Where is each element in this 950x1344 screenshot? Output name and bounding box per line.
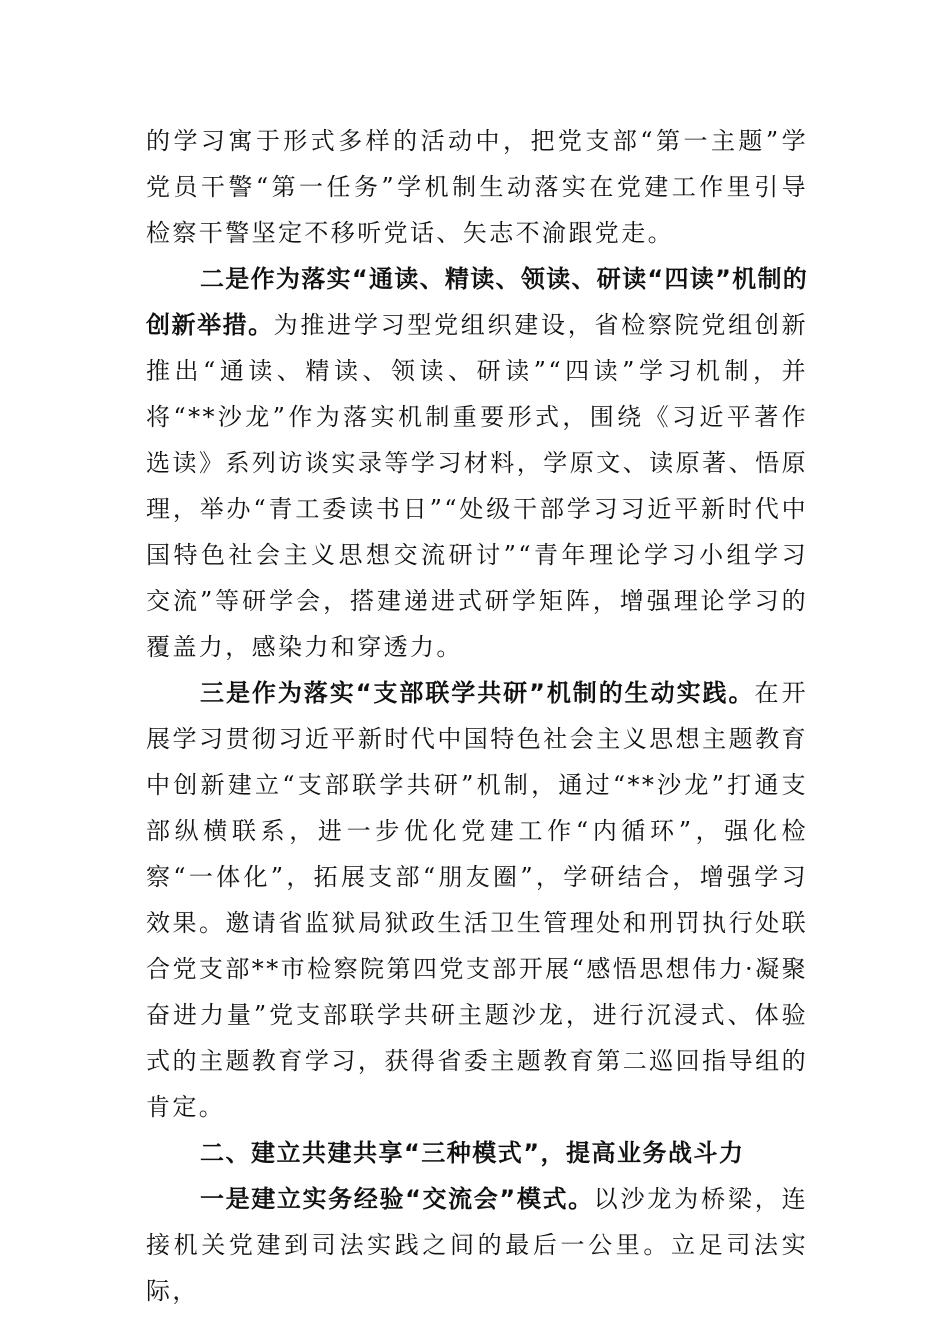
document-page [146,118,808,1314]
paragraph-2-body: 为推进学习型党组织建设，省检察院党组创新推出“通读、精读、领读、研读”“四读”学习机制，并将“**沙龙”作为落实机制重要形式，围绕《习近平著作选读》系列访谈实录等学习材料，学原文、读原著、悟原理，举办“青工委读书日”“处级干部学习习近平新时代中国特色社会主义思想交流研讨”“青年理论学习小组学习交流”等研学会，搭建递进式研学矩阵，增强理论学习的覆盖力，感染力和穿透力。 [146,311,809,661]
paragraph-4-body: 以沙龙为桥梁，连接机关党建到司法实践之间的最后一公里。立足司法实际， [146,1185,809,1305]
paragraph-2 [146,256,808,670]
paragraph-1 [146,118,808,256]
paragraph-4 [146,1176,808,1314]
paragraph-3 [146,670,808,1130]
paragraph-3-body: 在开展学习贯彻习近平新时代中国特色社会主义思想主题教育中创新建立“支部联学共研”机制，通过“**沙龙”打通支部纵横联系，进一步优化党建工作“内循环”，强化检察“一体化”，拓展支部“朋友圈”，学研结合，增强学习效果。邀请省监狱局狱政生活卫生管理处和刑罚执行处联合党支部**市检察院第四党支部开展“感悟思想伟力·凝聚奋进力量”党支部联学共研主题沙龙，进行沉浸式、体验式的主题教育学习，获得省委主题教育第二巡回指导组的肯定。 [146,679,808,1121]
paragraph-4-lead: 一是建立实务经验“交流会”模式。 [200,1185,594,1213]
paragraph-3-lead: 三是作为落实“支部联学共研”机制的生动实践。 [200,679,755,707]
paragraph-1-body: 的学习寓于形式多样的活动中，把党支部“第一主题”学党员干警“第一任务”学机制生动落实在党建工作里引导检察干警坚定不移听党话、矢志不渝跟党走。 [146,127,808,247]
paragraph-2-lead: 二是作为落实“通读、精读、领读、研读“四读”机制的创新举措。 [146,265,808,339]
section-heading: 二、建立共建共享“三种模式”，提高业务战斗力 [200,1139,745,1167]
